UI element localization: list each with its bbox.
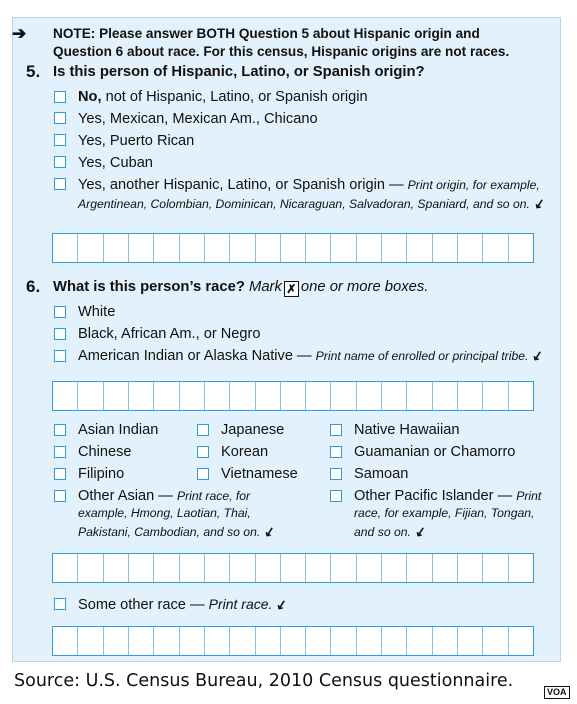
q6-other-pi-text: Other Pacific Islander — [354,488,513,504]
q6-other-asian-label [78,488,250,504]
q6-question [53,279,428,297]
q6-asian-indian-checkbox[interactable] [54,424,66,436]
source-caption: Source: U.S. Census Bureau, 2010 Census questionnaire. [14,671,514,691]
q6-korean-label: Korean [221,444,269,460]
q5-another-instruction-2 [78,196,545,212]
q5-cuban-label: Yes, Cuban [78,155,153,171]
q6-native-hawaiian-checkbox[interactable] [330,424,342,436]
q6-samoan-label: Samoan [354,466,409,482]
q6-other-pi-instruction-3 [354,524,426,540]
q6-some-other-text: Some other race — [78,597,205,613]
q6-other-pi-instruction: Print [516,489,542,503]
q5-another-instruction: Print origin, for example, [407,178,540,192]
q6-some-other-instruction: Print race. [208,596,273,612]
q6-some-other-checkbox[interactable] [54,598,66,610]
q5-write-in-box[interactable] [52,233,534,263]
voa-logo: VOA [544,686,570,699]
q5-no-checkbox[interactable] [54,91,66,103]
pointer-arrow-icon: ↙ [413,523,428,540]
q6-aian-label [78,348,543,364]
pointer-arrow-icon: ↙ [532,195,547,212]
note-line-2: Question 6 about race. For this census, Hispanic origins are not races. [53,44,510,59]
q5-cuban-checkbox[interactable] [54,156,66,168]
note-line-1: NOTE: Please answer BOTH Question 5 about Hispanic origin and [53,26,480,41]
q6-japanese-checkbox[interactable] [197,424,209,436]
q6-other-asian-instruction-3 [78,524,275,540]
q6-other-asian-instruction-3-text: Pakistani, Cambodian, and so on. [78,525,261,539]
q6-filipino-label: Filipino [78,466,125,482]
q6-asian-pi-write-in-box[interactable] [52,553,534,583]
q6-other-asian-text: Other Asian — [78,488,173,504]
q6-chinese-label: Chinese [78,444,132,460]
q6-other-pi-label [354,488,541,504]
pointer-arrow-icon: ↙ [274,596,289,613]
q6-korean-checkbox[interactable] [197,446,209,458]
q6-other-pi-instruction-3-text: and so on. [354,525,411,539]
q6-aian-text: American Indian or Alaska Native — [78,348,312,364]
q5-another-checkbox[interactable] [54,178,66,190]
q5-no-text: not of Hispanic, Latino, or Spanish origin [105,89,368,105]
q6-number: 6. [26,277,41,296]
q6-native-hawaiian-label: Native Hawaiian [354,422,460,438]
q6-mark-word: Mark [249,279,282,295]
q6-other-asian-instruction: Print race, for [176,489,251,503]
q5-another-label [78,177,540,193]
q5-no-bold: No, [78,89,102,105]
q6-other-pi-instruction-2: race, for example, Fijian, Tongan, [354,506,535,520]
pointer-arrow-icon: ↙ [530,347,545,364]
q6-vietnamese-checkbox[interactable] [197,468,209,480]
q5-another-instruction-2-text: Argentinean, Colombian, Dominican, Nicaraguan, Salvadoran, Spaniard, and so on. [78,197,530,211]
q6-other-asian-instruction-2: example, Hmong, Laotian, Thai, [78,506,251,520]
q6-filipino-checkbox[interactable] [54,468,66,480]
q6-tribe-write-in-box[interactable] [52,381,534,411]
q6-other-asian-checkbox[interactable] [54,490,66,502]
pointer-arrow-icon: ↙ [262,523,277,540]
q5-mexican-checkbox[interactable] [54,112,66,124]
q5-puerto-rican-label: Yes, Puerto Rican [78,133,195,149]
q6-vietnamese-label: Vietnamese [221,466,298,482]
x-mark-icon: ✗ [284,281,299,297]
q5-question: Is this person of Hispanic, Latino, or Spanish origin? [53,64,425,80]
q6-japanese-label: Japanese [221,422,285,438]
q6-black-checkbox[interactable] [54,328,66,340]
q6-aian-instruction: Print name of enrolled or principal tribe. [315,349,529,363]
q6-question-text: What is this person’s race? [53,279,245,295]
q6-black-label: Black, African Am., or Negro [78,326,261,342]
q6-guamanian-label: Guamanian or Chamorro [354,444,516,460]
arrow-icon: ➔ [12,24,27,43]
q6-mark-rest: one or more boxes. [300,279,429,295]
q6-chinese-checkbox[interactable] [54,446,66,458]
q6-guamanian-checkbox[interactable] [330,446,342,458]
q5-number: 5. [26,62,41,81]
q6-other-pi-checkbox[interactable] [330,490,342,502]
q5-mexican-label: Yes, Mexican, Mexican Am., Chicano [78,111,318,127]
q6-asian-indian-label: Asian Indian [78,422,159,438]
q6-aian-checkbox[interactable] [54,350,66,362]
q6-some-other-label [78,596,287,613]
q5-another-text: Yes, another Hispanic, Latino, or Spanish origin — [78,177,404,193]
q6-white-checkbox[interactable] [54,306,66,318]
q5-puerto-rican-checkbox[interactable] [54,134,66,146]
q6-white-label: White [78,304,116,320]
q5-no-label [78,89,368,105]
q6-samoan-checkbox[interactable] [330,468,342,480]
q6-other-write-in-box[interactable] [52,626,534,656]
